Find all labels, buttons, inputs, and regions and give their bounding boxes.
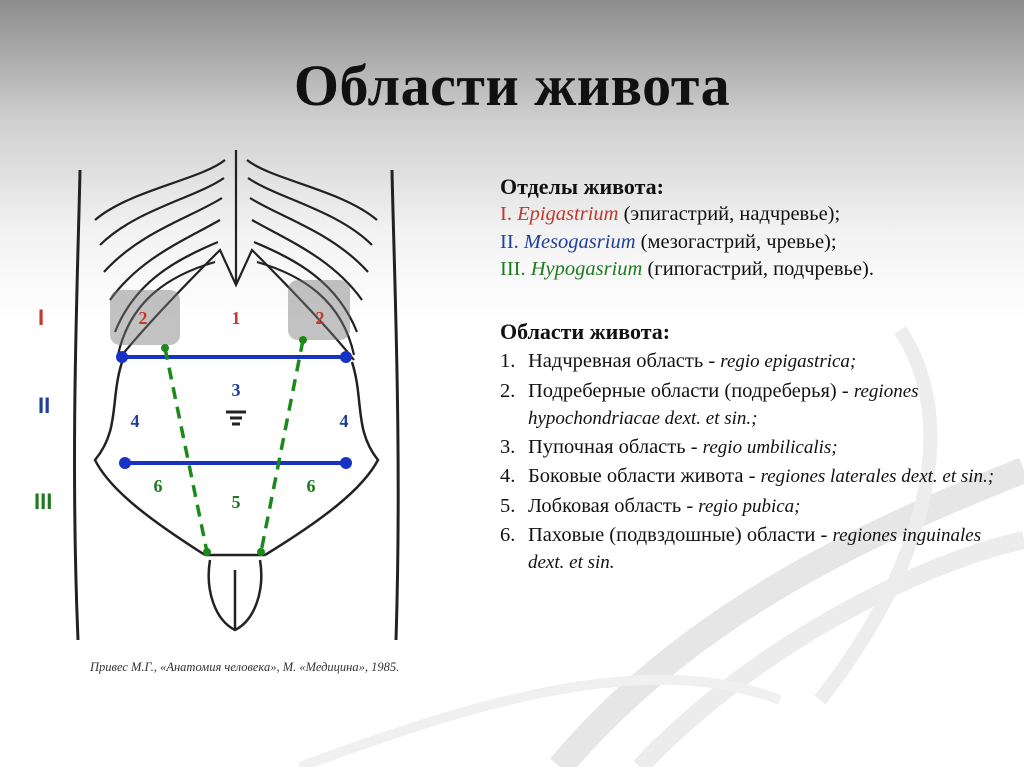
zone-4-left: 4: [130, 411, 140, 431]
regions-heading: Области живота:: [500, 319, 671, 344]
list-item: 4. Боковые области живота - regiones laterales dext. et sin.;: [500, 465, 995, 488]
zone-6-right: 6: [306, 476, 316, 496]
zone-5: 5: [231, 492, 241, 512]
division-3: III. Hypogasrium (гипогастрий, подчревье).: [500, 257, 874, 280]
roman-III: III: [34, 489, 53, 514]
list-item: 2. Подреберные области (подреберья) - regiones hypochondriacae dext. et sin.;: [500, 379, 919, 429]
divisions-heading: Отделы живота:: [500, 174, 665, 199]
text-panel: [500, 172, 1010, 578]
zone-2-left: 2: [138, 308, 148, 328]
list-item: 3. Пупочная область - regio umbilicalis;: [500, 436, 838, 458]
division-1: I. Epigastrium (эпигастрий, надчревье);: [500, 203, 841, 226]
list-item: 1. Надчревная область - regio epigastrica;: [500, 350, 857, 373]
list-item: 6. Паховые (подвздошные) области - regiones inguinales dext. et sin.: [500, 523, 982, 573]
regions-list: [500, 348, 1010, 576]
zone-1: 1: [231, 308, 241, 328]
figure-caption: Привес М.Г., «Анатомия человека», М. «Медицина», 1985.: [90, 660, 400, 674]
zone-6-left: 6: [153, 476, 163, 496]
list-item: 5. Лобковая область - regio pubica;: [500, 494, 801, 517]
zone-4-right: 4: [339, 411, 349, 431]
division-2: II. Mesogasrium (мезогастрий, чревье);: [500, 230, 837, 253]
abdomen-figure: [0, 150, 480, 690]
roman-II: II: [38, 393, 51, 418]
roman-I: I: [38, 305, 45, 330]
zone-2-right: 2: [315, 308, 325, 328]
page-title: Области живота: [293, 53, 731, 118]
abdomen-diagram: [0, 150, 480, 690]
zone-3: 3: [231, 380, 241, 400]
